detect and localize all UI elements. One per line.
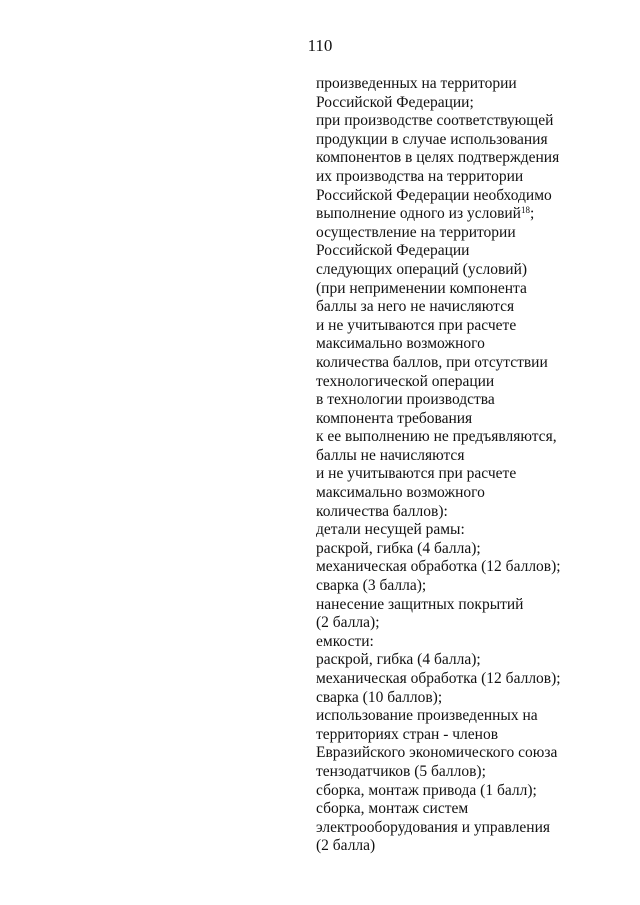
text-line <box>316 317 616 336</box>
text-line <box>316 837 616 856</box>
text-line-content: в технологии производства <box>316 391 495 409</box>
text-line-content: сборка, монтаж систем <box>316 800 469 818</box>
text-line <box>316 447 616 466</box>
text-line-content: емкости: <box>316 632 374 650</box>
text-line-content: сварка (3 балла); <box>316 577 427 595</box>
page-number: 110 <box>307 36 333 55</box>
text-line-content: нанесение защитных покрытий <box>316 595 524 613</box>
text-line <box>316 224 616 243</box>
text-line <box>316 558 616 577</box>
text-line-content: Евразийского экономического союза <box>316 744 558 762</box>
text-line-content: сборка, монтаж привода (1 балл); <box>316 781 537 799</box>
text-line-content: осуществление на территории <box>316 223 516 241</box>
text-line <box>316 261 616 280</box>
text-line <box>316 633 616 652</box>
text-line-content: следующих операций (условий) <box>316 260 528 278</box>
text-line-content: Российской Федерации <box>316 242 470 260</box>
text-line-content: баллы за него не начисляются <box>316 298 515 316</box>
text-line <box>316 373 616 392</box>
text-line <box>316 819 616 838</box>
text-line-content: детали несущей рамы: <box>316 521 465 539</box>
text-line-content: (2 балла); <box>316 614 380 632</box>
text-line-content: при производстве соответствующей <box>316 112 554 130</box>
text-line-content: Российской Федерации необходимо <box>316 186 552 204</box>
text-line <box>316 391 616 410</box>
text-line-content: продукции в случае использования <box>316 130 548 148</box>
text-line-content: и не учитываются при расчете <box>316 465 517 483</box>
text-line-content: произведенных на территории <box>316 75 517 92</box>
text-line <box>316 540 616 559</box>
text-line-content: и не учитываются при расчете <box>316 316 517 334</box>
text-line-content: сварка (10 баллов); <box>316 688 443 706</box>
text-line-content: территориях стран - членов <box>316 725 499 743</box>
text-line <box>316 280 616 299</box>
footnote-reference: 18 <box>520 205 530 216</box>
text-line-content: максимально возможного <box>316 335 485 353</box>
text-line <box>316 614 616 633</box>
text-line-content: использование произведенных на <box>316 707 538 725</box>
text-line <box>316 75 616 94</box>
text-line <box>316 800 616 819</box>
text-line <box>316 354 616 373</box>
text-line-content: их производства на территории <box>316 167 524 185</box>
text-line-content: количества баллов): <box>316 502 448 520</box>
text-line <box>316 782 616 801</box>
text-line <box>316 503 616 522</box>
text-line <box>316 168 616 187</box>
text-line-content: механическая обработка (12 баллов); <box>316 670 561 687</box>
text-line <box>316 242 616 261</box>
text-line <box>316 298 616 317</box>
text-line <box>316 205 616 224</box>
document-text-column <box>316 75 616 856</box>
text-line <box>316 651 616 670</box>
text-line <box>316 763 616 782</box>
text-line-content: компонента требования <box>316 409 473 427</box>
text-line-content: (при неприменении компонента <box>316 279 527 297</box>
text-line-content: электрооборудования и управления <box>316 818 550 836</box>
text-line <box>316 428 616 447</box>
text-line <box>316 112 616 131</box>
text-line-content: компонентов в целях подтверждения <box>316 149 560 167</box>
text-line-content: к ее выполнению не предъявляются, <box>316 428 557 446</box>
text-line <box>316 689 616 708</box>
text-line <box>316 521 616 540</box>
text-line-content: баллы не начисляются <box>316 446 465 464</box>
text-line <box>316 187 616 206</box>
text-line-content: (2 балла) <box>316 837 376 855</box>
text-line <box>316 744 616 763</box>
text-line-content: механическая обработка (12 баллов); <box>316 558 561 576</box>
text-line <box>316 596 616 615</box>
text-line <box>316 726 616 745</box>
text-line <box>316 335 616 354</box>
text-line <box>316 131 616 150</box>
text-line <box>316 465 616 484</box>
text-line-content: раскрой, гибка (4 балла); <box>316 651 481 669</box>
text-line <box>316 410 616 429</box>
text-line-content: выполнение одного из условий <box>316 205 521 223</box>
text-line-punctuation: ; <box>529 205 535 223</box>
text-line <box>316 707 616 726</box>
text-line <box>316 484 616 503</box>
text-line <box>316 670 616 689</box>
text-line-content: тензодатчиков (5 баллов); <box>316 762 486 780</box>
text-line-content: технологической операции <box>316 372 495 390</box>
text-line <box>316 94 616 113</box>
text-line-content: максимально возможного <box>316 484 485 502</box>
text-line-content: Российской Федерации; <box>316 93 474 111</box>
text-line <box>316 149 616 168</box>
text-line <box>316 577 616 596</box>
text-line-content: раскрой, гибка (4 балла); <box>316 539 481 557</box>
text-line-content: количества баллов, при отсутствии <box>316 353 548 371</box>
